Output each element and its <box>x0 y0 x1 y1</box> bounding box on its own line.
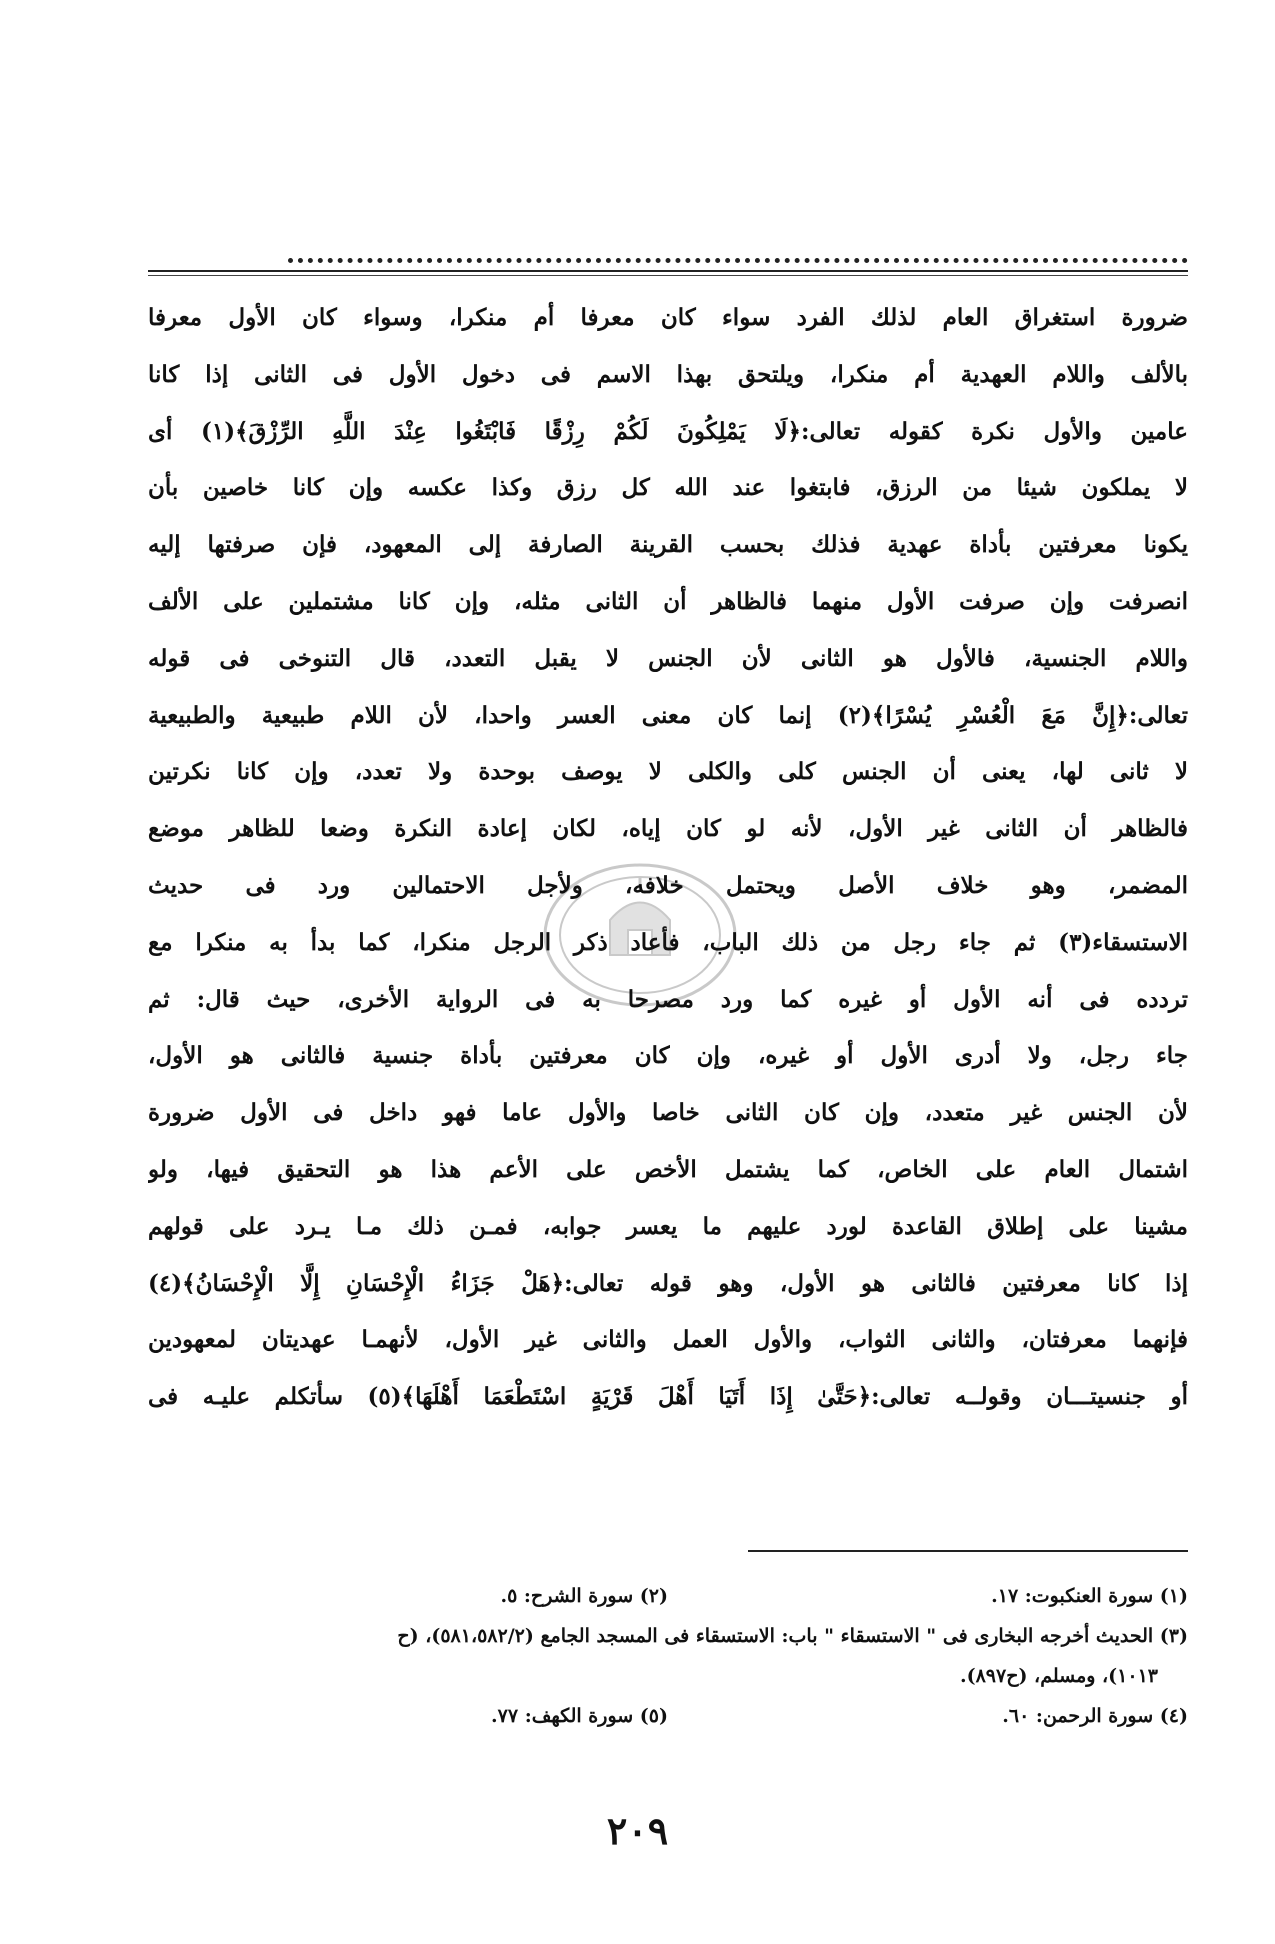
body-line: المضمر، وهو خلاف الأصل ويحتمل خلافه، ولأجل الاحتمالين ورد فى حديث <box>148 871 1188 899</box>
footnote-4: (٤) سورة الرحمن: ٦٠. <box>1002 1705 1188 1727</box>
body-line: إذا كانا معرفتين فالثانى هو الأول، وهو قوله تعالى:﴿هَلْ جَزَاءُ الْإِحْسَانِ إِلَّا الْإِحْسَانُ﴾(٤) <box>148 1269 1188 1297</box>
body-line: جاء رجل، ولا أدرى الأول أو غيره، وإن كان معرفتين بأداة جنسية فالثانى هو الأول، <box>148 1042 1188 1070</box>
body-line: ضرورة استغراق العام لذلك الفرد سواء كان معرفا أم منكرا، وسواء كان الأول معرفا <box>148 304 1188 331</box>
body-line: بالألف واللام العهدية أم منكرا، ويلتحق بهذا الاسم فى دخول الأول فى الثانى إذا كانا <box>148 360 1188 388</box>
footnote-5: (٥) سورة الكهف: ٧٧. <box>491 1705 668 1727</box>
body-line: فإنهما معرفتان، والثانى الثواب، والأول العمل والثانى غير الأول، لأنهمـا عهديتان لمعهودين <box>148 1326 1188 1354</box>
footnote-row <box>148 1696 1188 1736</box>
body-line: تعالى:﴿إِنَّ مَعَ الْعُسْرِ يُسْرًا﴾(٢) إنما كان معنى العسر واحدا، لأن اللام طبيعية والطبيعية <box>148 701 1188 729</box>
body-line: الاستسقاء(٣) ثم جاء رجل من ذلك الباب، فأعاد ذكر الرجل منكرا، كما بدأ به منكرا مع <box>148 928 1188 956</box>
footnote-row <box>148 1616 1188 1656</box>
body-line: واللام الجنسية، فالأول هو الثانى لأن الجنس لا يقبل التعدد، قال التنوخى فى قوله <box>148 644 1188 672</box>
body-text <box>148 290 1188 1426</box>
footnote-1: (١) سورة العنكبوت: ١٧. <box>991 1585 1188 1607</box>
body-line: اشتمال العام على الخاص، كما يشتمل الأخص على الأعم هذا هو التحقيق فيها، ولو <box>148 1155 1188 1183</box>
page-number: ٢٠٩ <box>606 1808 669 1853</box>
body-line: لأن الجنس غير متعدد، وإن كان الثانى خاصا والأول عاما فهو داخل فى الأول ضرورة <box>148 1099 1188 1127</box>
footnote-separator <box>748 1550 1188 1552</box>
body-line: فالظاهر أن الثانى غير الأول، لأنه لو كان إياه، لكان إعادة النكرة وضعا للظاهر موضع <box>148 815 1188 843</box>
header-rule <box>148 258 1188 280</box>
footnote-row <box>148 1576 1188 1616</box>
footnote-row <box>148 1656 1188 1696</box>
footnotes <box>148 1576 1188 1736</box>
body-line: تردده فى أنه الأول أو غيره كما ورد مصرحا به فى الرواية الأخرى، حيث قال: ثم <box>148 985 1188 1013</box>
header-dotted-line <box>288 258 1188 263</box>
body-line: عامين والأول نكرة كقوله تعالى:﴿لَا يَمْلِكُونَ لَكُمْ رِزْقًا فَابْتَغُوا عِنْدَ اللَّهِ الرِّزْقَ﴾(١) أى <box>148 417 1188 445</box>
header-solid-line <box>148 270 1188 272</box>
body-line: يكونا معرفتين بأداة عهدية فذلك بحسب القرينة الصارفة إلى المعهود، فإن صرفتها إليه <box>148 531 1188 559</box>
body-line: لا يملكون شيئا من الرزق، فابتغوا عند الله كل رزق وكذا عكسه وإن كانا خاصين بأن <box>148 474 1188 502</box>
footnote-3-continuation: ١٠١٣)، ومسلم، (ح٨٩٧). <box>959 1665 1158 1687</box>
body-line: انصرفت وإن صرفت الأول منهما فالظاهر أن الثانى مثله، وإن كانا مشتملين على الألف <box>148 587 1188 615</box>
footnote-3: (٣) الحديث أخرجه البخارى فى " الاستسقاء " باب: الاستسقاء فى المسجد الجامع (٥٨١،٥٨٢/٢)، (ح <box>397 1625 1188 1647</box>
footnote-2: (٢) سورة الشرح: ٥. <box>500 1585 668 1607</box>
body-line: لا ثانى لها، يعنى أن الجنس كلى والكلى لا يوصف بوحدة ولا تعدد، وإن كانا نكرتين <box>148 758 1188 786</box>
body-line: أو جنسيتـــان وقولــه تعالى:﴿حَتَّىٰ إِذَا أَتَيَا أَهْلَ قَرْيَةٍ اسْتَطْعَمَا أَهْلَهَا﴾(٥) سأتكلم عليـه فى <box>148 1383 1188 1411</box>
body-line: مشينا على إطلاق القاعدة لورد عليهم ما يعسر جوابه، فمـن ذلك مـا يـرد على قولهم <box>148 1212 1188 1240</box>
header-solid-line-thin <box>148 275 1188 276</box>
